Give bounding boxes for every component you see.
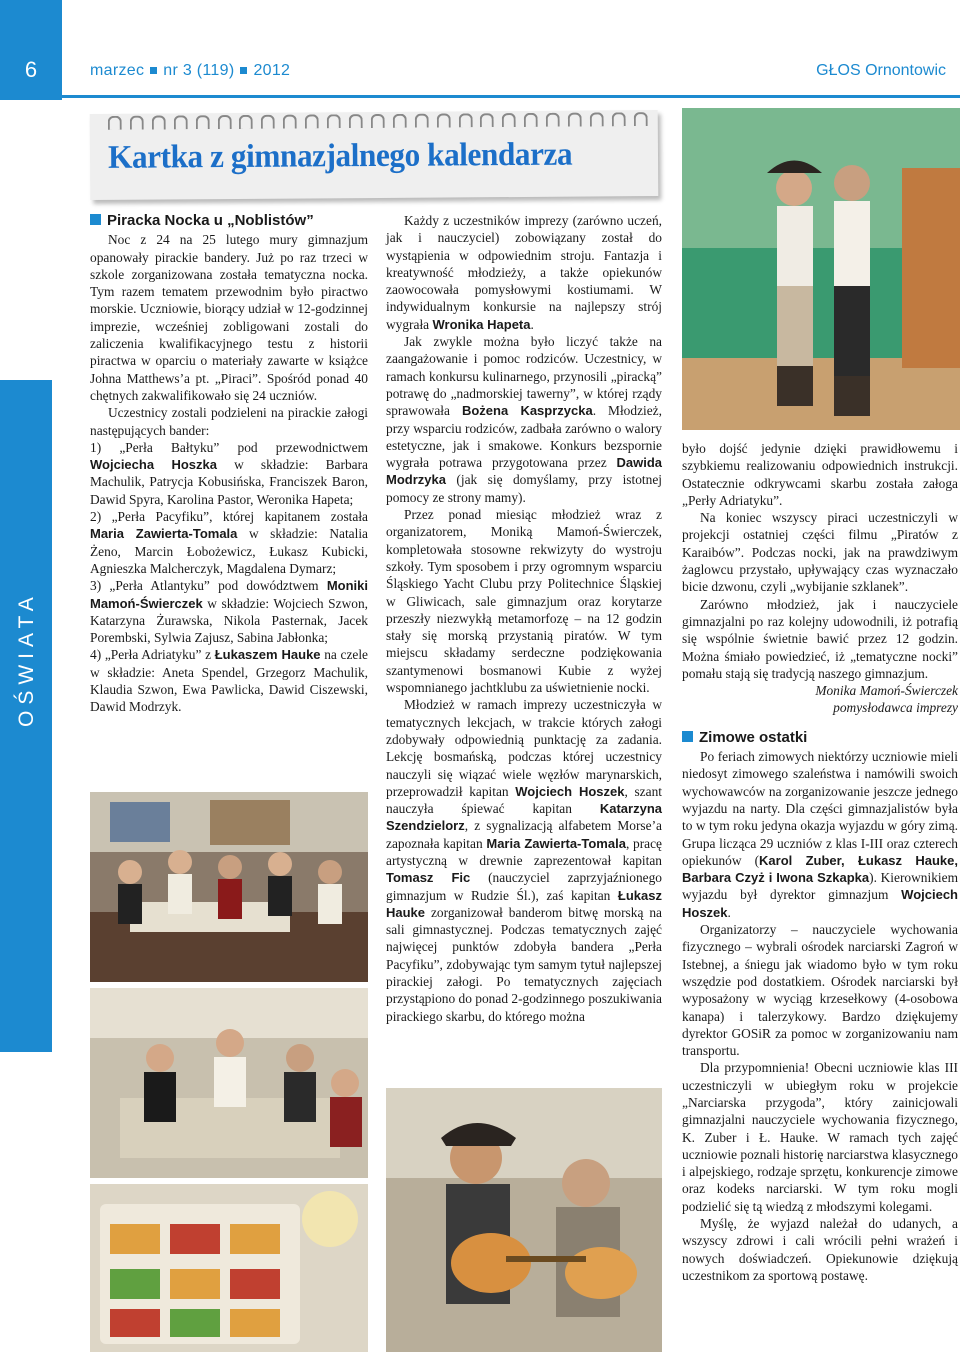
ring-icon <box>305 114 319 128</box>
article-title: Kartka z gimnazjalnego kalendarza <box>107 136 573 176</box>
newspaper-name: GŁOS Ornontowic <box>816 62 946 79</box>
ring-icon <box>261 115 275 129</box>
ring-icon <box>108 116 122 130</box>
paragraph: było dojść jedynie dzięki prawidłowemu i szybkiemu realizowaniu odpowiednich instrukcji. Ostatecznie odkrywcami skarbu została załoga „Perły Adriatyku”. <box>682 441 958 508</box>
ring-icon <box>195 115 209 129</box>
bullet-square-icon <box>90 214 101 225</box>
paragraph: Myślę, że wyjazd należał do udanych, a wszyscy zdrowi i cali wrócili pełni wrażeń i nowych doświadczeń. Opiekunowie dziękują uczestnikom za sportową postawę. <box>682 1216 958 1283</box>
header-rule <box>62 95 960 98</box>
ring-icon <box>130 116 144 130</box>
paragraph: Młodzież w ramach imprezy uczestniczyła w tematycznych lekcjach, w trakcie których załogi zdobywały odpowiednią punktację za zadania. Lekcję bosmańską, podczas której uczestnicy nauczyli się wiązać wiele węzłów marynarskich, przeprowadził kapitan Wojciech Hoszek, szant nauczyła śpiewać kapitan Katarzyna Szendzielorz, z sygnalizacją alfabetem Morse’a zapoznała kapitan Maria Zawierta-Tomala, pracę artystyczną w drewnie zaprezentował kapitan Tomasz Fic (nauczyciel zaprzyjaźnionego gimnazjum w Rudzie Śl.), zaś kapitan Łukasz Hauke zorganizował banderom bitwę morską na sali gimnastycznej. Podczas tematycznych zajęć najwięcej punktów zdobyła bandera „Perła Pacyfiku”, zdobywając tym samym tytuł najlepszej pirackiej załogi. Po tematycznych zajęciach przystąpiono do ponad 2-godzinnego poszukiwania pirackiego skarbu, do którego można <box>386 697 662 1024</box>
column-3 <box>682 440 958 1284</box>
photo-pirate-costumes <box>682 108 960 430</box>
photo-illustration <box>386 1088 662 1352</box>
ring-icon <box>239 115 253 129</box>
paragraph: Noc z 24 na 25 lutego mury gimnazjum opanowały pirackie bandery. Już po raz trzeci w szkole zorganizowana została tematyczna nocka. Tym razem tematem przewodnim było piractwo morskie. Uczniowie, biorący udział w 12-godzinnej imprezie, wcześniej zobligowani zostali do zaliczenia kwalifikacyjnego testu z historii piractwa w oparciu o materiały zawarte w książce Johna Matthews’a pt. „Piraci”. Spośród ponad 40 chętnych zakwalifikowało się 24 uczniów. <box>90 232 368 403</box>
author-name: Monika Mamoń-Świerczek <box>815 683 958 699</box>
photo-classroom-lesson <box>90 988 368 1178</box>
bullet-square-icon <box>682 731 693 742</box>
crew-item: 3) „Perła Atlantyku” pod dowództwem Moniki Mamoń-Świerczek w składzie: Wojciech Szwon, Katarzyna Żurawska, Nikola Pasternak, Jacek Porembski, Sylwia Zajusz, Sabina Jabłonka; <box>90 578 368 646</box>
photo-illustration <box>90 792 368 982</box>
column-2 <box>386 212 662 1025</box>
ring-icon <box>283 115 297 129</box>
photo-crew-meeting <box>90 792 368 982</box>
issue-month: marzec <box>90 62 145 79</box>
ring-icon <box>371 114 385 128</box>
ring-icon <box>152 115 166 129</box>
photo-guitar-players <box>386 1088 662 1352</box>
ring-icon <box>590 112 604 126</box>
photo-pirate-food <box>90 1184 368 1352</box>
ring-icon <box>458 113 472 127</box>
section-heading: Zimowe ostatki <box>682 729 958 746</box>
photo-illustration <box>682 108 960 430</box>
paragraph: Organizatorzy – nauczyciele wychowania fizycznego – wybrali ośrodek narciarski Zagroń w Istebnej, a śniegu jak wiadomo było w tym roku wszędzie pod dostatkiem. Ośrodek narciarski był wyposażony w wyciąg krzesełkowy (4-osobowa kanapa) i talerzykowy. Bardzo dziękujemy dyrektor GOSiR za pomoc w zorganizowaniu nam transportu. <box>682 922 958 1059</box>
ring-icon <box>524 113 538 127</box>
ring-icon <box>568 113 582 127</box>
paragraph: Uczestnicy zostali podzieleni na pirackie załogi następujących bander: <box>90 405 368 438</box>
ring-icon <box>392 114 406 128</box>
paragraph: Po feriach zimowych niektórzy uczniowie mieli niedosyt zimowego szaleństwa i namówili swoich wychowawców na zorganizowanie jeszcze jednego wyjazdu na narty. Dla części gimnazjalistów była to w tym roku jedyna okazja wyjazdu w góry zimą. Grupa licząca 29 uczniów z klas I-III oraz czterech opiekunów (Karol Zuber, Łukasz Hauke, Barbara Czyż i Iwona Szkapka). Kierownikiem wyjazdu był dyrektor gimnazjum Wojciech Hoszek. <box>682 749 958 920</box>
separator-square-icon <box>240 67 247 74</box>
ring-icon <box>217 115 231 129</box>
ring-icon <box>349 114 363 128</box>
crew-item: 1) „Perła Bałtyku” pod przewodnictwem Wojciecha Hoszka w składzie: Barbara Machulik, Patrycja Kobusińska, Franciszek Baron, Dawid Spyra, Karolina Pastor, Weronika Hapeta; <box>90 439 368 507</box>
issue-number: nr 3 (119) <box>163 62 235 79</box>
ring-icon <box>480 113 494 127</box>
issue-year: 2012 <box>253 62 291 79</box>
section-heading: Piracka Nocka u „Noblistów” <box>90 212 368 229</box>
title-banner <box>90 110 659 200</box>
ring-icon <box>633 112 647 126</box>
separator-square-icon <box>150 67 157 74</box>
ring-icon <box>436 113 450 127</box>
ring-icon <box>546 113 560 127</box>
crew-item: 2) „Perła Pacyfiku”, której kapitanem została Maria Zawierta-Tomala w składzie: Natalia Żeno, Marcin Łobożewicz, Łukasz Kubicki, Agnieszka Malcherczyk, Magdalena Dymarz; <box>90 509 368 576</box>
crew-item: 4) „Perła Adriatyku” z Łukaszem Hauke na czele w składzie: Aneta Spendel, Grzegorz Machulik, Klaudia Szwon, Ewa Pawlicka, Dawid Ciszewski, Dawid Modrzyk. <box>90 647 368 715</box>
page-number: 6 <box>0 0 62 100</box>
photo-illustration <box>90 1184 368 1352</box>
paragraph: Jak zwykle można było liczyć także na zaangażowanie i pomoc rodziców. Uczestnicy, w ramach konkursu kulinarnego, przynosili „piracką” potrawę do „nadmorskiej tawerny”, w której rządy sprawowała Bożena Kasprzycka. Młodzież, przy wsparciu rodziców, zadbała zarówno o walory estetyczne, jak i smakowe. Konkurs bezspornie wygrała potrawa przygotowana przez Dawida Modrzyka (jak się domyślamy, przy istotnej pomocy ze strony mamy). <box>386 334 662 505</box>
ring-icon <box>173 115 187 129</box>
paragraph: Zarówno młodzież, jak i nauczyciele gimnazjalni po raz kolejny udowodnili, iż potrafią się wspólnie świetnie bawić przez 12 godzin. Można śmiało powiedzieć, iż „tematyczne nocki” pomału stają się tradycją naszego gimnazjum. <box>682 596 958 681</box>
paragraph: Na koniec wszyscy piraci uczestniczyli w projekcji ostatniej części filmu „Piratów z Karaibów”. Podczas nocki, jak na prawdziwym żaglowcu przystało, upływający czas wyznaczało bicie dzwonu, czyli „wybijanie szklanek”. <box>682 510 958 595</box>
ring-icon <box>414 114 428 128</box>
author-role: pomysłodawca imprezy <box>833 700 958 716</box>
section-label: OŚWIATA <box>15 591 38 727</box>
notebook-rings <box>108 112 648 130</box>
ring-icon <box>327 114 341 128</box>
ring-icon <box>502 113 516 127</box>
photo-illustration <box>90 988 368 1178</box>
column-1 <box>90 212 368 716</box>
paragraph: Każdy z uczestników imprezy (zarówno uczeń, jak i nauczyciel) zobowiązany został do wystąpienia w odpowiednim stroju. Fantazja i kreatywność młodzieży, a także opiekunów zaowocowała pomysłowymi kostiumami. W indywidualnym konkursie na najlepszy strój wygrała Wronika Hapeta. <box>386 213 662 332</box>
paragraph: Przez ponad miesiąc młodzież wraz z organizatorem, Moniką Mamoń-Świerczek, kompletowała stosowne rekwizyty do wystroju szkoły. Tym sposobem i przy ogromnym wsparciu Śląskiego Yacht Clubu przy Politechnice Śląskiej w Gliwicach, sale gimnazjum oraz korytarze przeszły niezwykłą metamorfozę – na 12 godzin stały się morską przystanią piratów. W tym miejscu składamy serdeczne podziękowania szantymenowi bosmanowi Kubie z wyżej wspomnianego jachtklubu za uświetnienie nocki. <box>386 507 662 696</box>
ring-icon <box>612 112 626 126</box>
issue-info <box>90 62 290 80</box>
paragraph: Dla przypomnienia! Obecni uczniowie klas III uczestniczyli w ubiegłym roku w projekcie „Narciarska przygoda”, który zainicjowali gimnazjalni nauczyciele wychowania fizycznego, K. Zuber i Ł. Hauke. W ramach tych zajęć uczniowie poznali historię narciarstwa klasycznego i alpejskiego, rodzaje sprzętu, konkurencje zimowe oraz kodeks narciarski. W tym roku mogli podzielić się tą wiedzą z młodszymi kolegami. <box>682 1060 958 1214</box>
